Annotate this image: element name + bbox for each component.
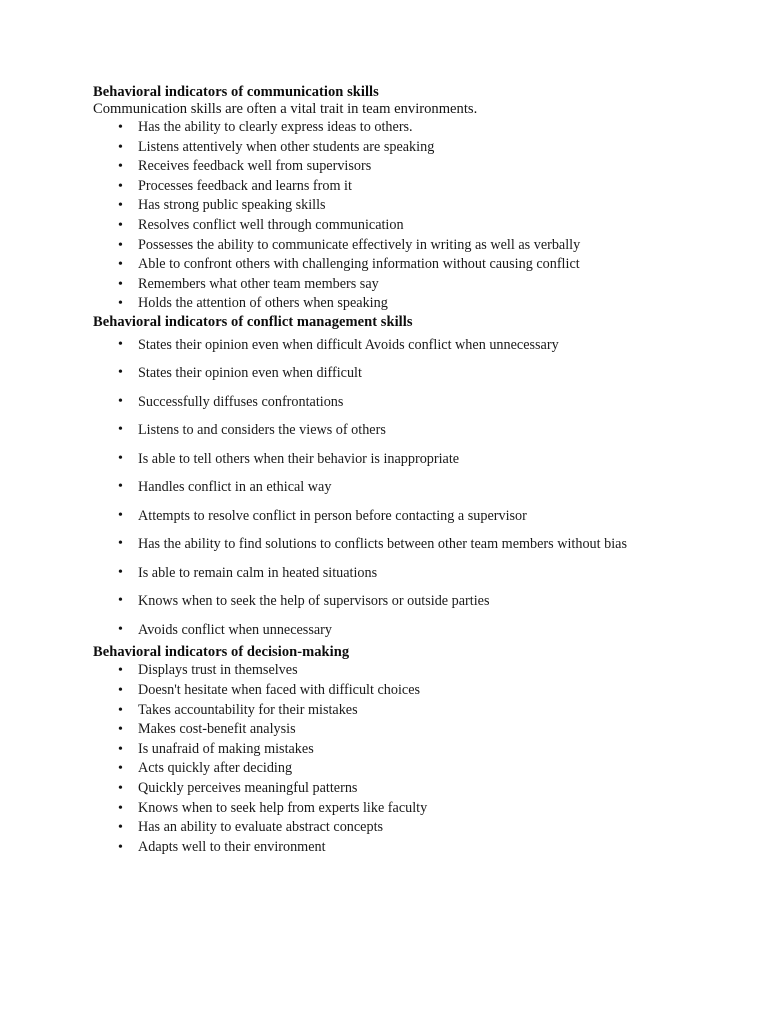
list-item: • Has the ability to clearly express ideas to others. — [93, 118, 673, 138]
document-body — [93, 84, 673, 857]
list-item: • Listens attentively when other students are speaking — [93, 138, 673, 158]
list-item: • Takes accountability for their mistakes — [93, 701, 673, 721]
list-item: • Adapts well to their environment — [93, 838, 673, 858]
list-item: • Makes cost-benefit analysis — [93, 720, 673, 740]
list-item: • Attempts to resolve conflict in person before contacting a supervisor — [93, 502, 673, 531]
list-item: • Has strong public speaking skills — [93, 196, 673, 216]
list-item: • Is unafraid of making mistakes — [93, 740, 673, 760]
intro-paragraph-communication-skills: Communication skills are often a vital trait in team environments. — [93, 101, 478, 117]
list-item: • Has an ability to evaluate abstract concepts — [93, 818, 673, 838]
bullet-list-conflict-management-skills — [93, 331, 673, 645]
bullet-list-decision-making — [93, 661, 673, 857]
list-item: • Holds the attention of others when speaking — [93, 294, 673, 314]
list-item: • Is able to tell others when their behavior is inappropriate — [93, 445, 673, 474]
list-item: • Knows when to seek the help of supervisors or outside parties — [93, 587, 673, 616]
list-item: • Receives feedback well from supervisors — [93, 157, 673, 177]
list-item: • Doesn't hesitate when faced with difficult choices — [93, 681, 673, 701]
list-item: • Avoids conflict when unnecessary — [93, 616, 673, 645]
list-item: • Possesses the ability to communicate effectively in writing as well as verbally — [93, 236, 673, 256]
list-item: • Handles conflict in an ethical way — [93, 473, 673, 502]
section-heading-decision-making: Behavioral indicators of decision-making — [93, 644, 350, 661]
bullet-list-communication-skills — [93, 118, 673, 314]
section-heading-communication-skills: Behavioral indicators of communication skills — [93, 84, 379, 100]
list-item: • Able to confront others with challenging information without causing conflict — [93, 255, 673, 275]
section-heading-conflict-management-skills: Behavioral indicators of conflict management skills — [93, 313, 413, 330]
list-item: • Is able to remain calm in heated situations — [93, 559, 673, 588]
list-item: • Displays trust in themselves — [93, 661, 673, 681]
list-item: • States their opinion even when difficult Avoids conflict when unnecessary — [93, 331, 673, 360]
list-item: • Acts quickly after deciding — [93, 759, 673, 779]
list-item: • Successfully diffuses confrontations — [93, 388, 673, 417]
list-item: • Processes feedback and learns from it — [93, 177, 673, 197]
list-item: • Remembers what other team members say — [93, 275, 673, 295]
list-item: • Has the ability to find solutions to conflicts between other team members without bias — [93, 530, 673, 559]
list-item: • Knows when to seek help from experts like faculty — [93, 799, 673, 819]
list-item: • Listens to and considers the views of others — [93, 416, 673, 445]
list-item: • States their opinion even when difficult — [93, 359, 673, 388]
list-item: • Resolves conflict well through communication — [93, 216, 673, 236]
list-item: • Quickly perceives meaningful patterns — [93, 779, 673, 799]
